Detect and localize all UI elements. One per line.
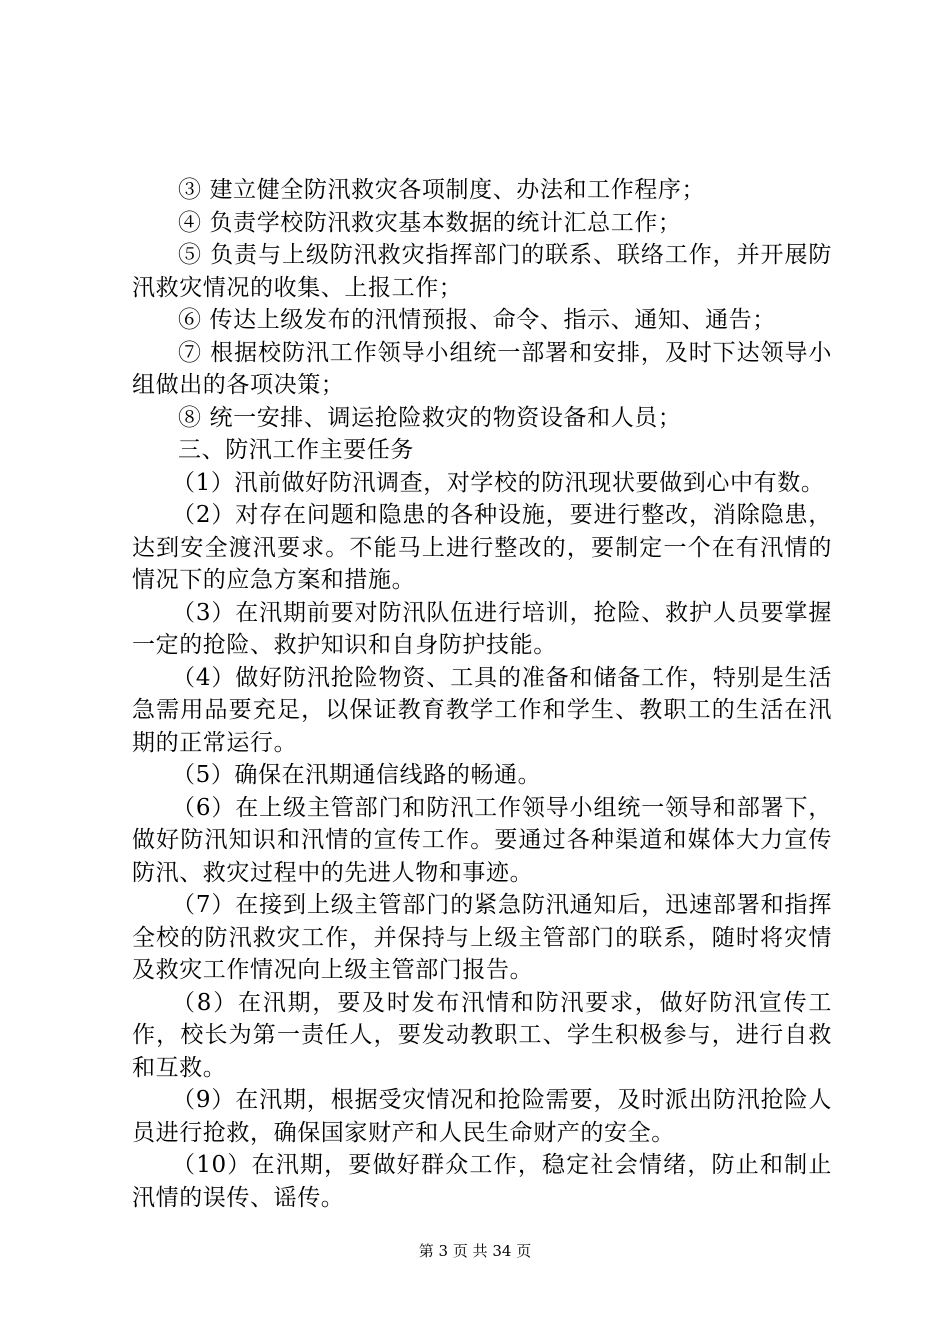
page-number-footer: 第 3 页 共 34 页 <box>418 1242 532 1260</box>
duty-item-5: ⑤ 负责与上级防汛救灾指挥部门的联系、联络工作，并开展防汛救灾情况的收集、上报工作； <box>132 242 832 301</box>
duty-item-4: ④ 负责学校防汛救灾基本数据的统计汇总工作； <box>178 209 682 236</box>
task-item-10: （10）在汛期，要做好群众工作，稳定社会情绪，防止和制止汛情的误传、谣传。 <box>132 1152 832 1211</box>
task-item-9: （9）在汛期，根据受灾情况和抢险需要，及时派出防汛抢险人员进行抢救，确保国家财产和人民生命财产的安全。 <box>132 1087 832 1146</box>
task-item-6: （6）在上级主管部门和防汛工作领导小组统一领导和部署下，做好防汛知识和汛情的宣传工作。要通过各种渠道和媒体大力宣传防汛、救灾过程中的先进人物和事迹。 <box>132 794 832 886</box>
task-item-1: （1）汛前做好防汛调查，对学校的防汛现状要做到心中有数。 <box>172 469 825 496</box>
document-body <box>132 174 832 1214</box>
section-heading-3: 三、防汛工作主要任务 <box>178 437 414 463</box>
task-item-7: （7）在接到上级主管部门的紧急防汛通知后，迅速部署和指挥全校的防汛救灾工作，并保持与上级主管部门的联系，随时将灾情及救灾工作情况向上级主管部门报告。 <box>132 892 832 983</box>
task-item-2: （2）对存在问题和隐患的各种设施，要进行整改，消除隐患，达到安全渡汛要求。不能马上进行整改的，要制定一个在有汛情的情况下的应急方案和措施。 <box>132 502 832 593</box>
task-item-5: （5）确保在汛期通信线路的畅通。 <box>172 762 542 788</box>
task-item-4: （4）做好防汛抢险物资、工具的准备和储备工作，特别是生活急需用品要充足，以保证教育教学工作和学生、教职工的生活在汛期的正常运行。 <box>132 664 832 756</box>
duty-item-3: ③ 建立健全防汛救灾各项制度、办法和工作程序； <box>178 177 706 203</box>
duty-item-8: ⑧ 统一安排、调运抢险救灾的物资设备和人员； <box>178 404 682 431</box>
task-item-8: （8）在汛期，要及时发布汛情和防汛要求，做好防汛宣传工作，校长为第一责任人，要发动教职工、学生积极参与，进行自救和互救。 <box>132 989 832 1081</box>
duty-item-7: ⑦ 根据校防汛工作领导小组统一部署和安排，及时下达领导小组做出的各项决策； <box>132 339 832 398</box>
duty-item-6: ⑥ 传达上级发布的汛情预报、命令、指示、通知、通告； <box>178 307 776 333</box>
task-item-3: （3）在汛期前要对防汛队伍进行培训，抢险、救护人员要掌握一定的抢险、救护知识和自身防护技能。 <box>132 599 832 658</box>
